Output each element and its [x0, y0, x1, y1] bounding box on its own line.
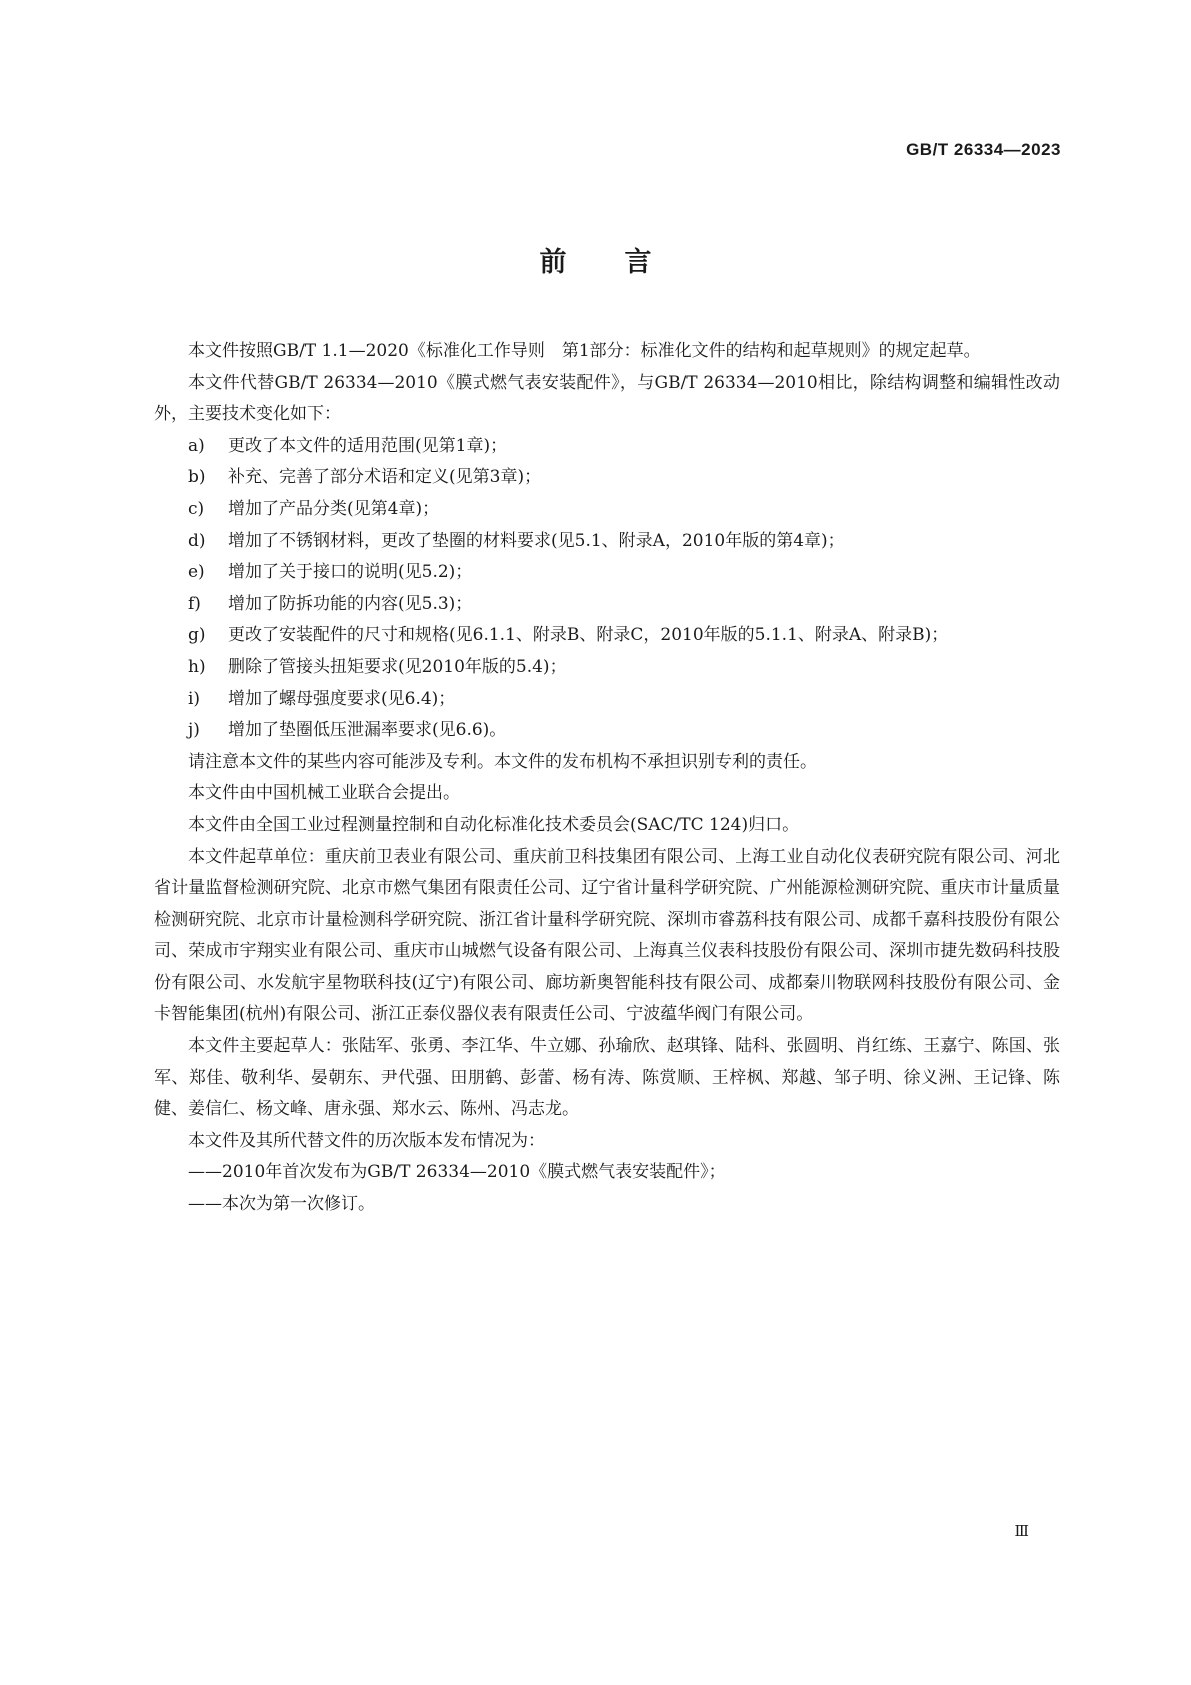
- list-item: [154, 684, 1060, 716]
- list-item-text: 更改了安装配件的尺寸和规格(见6.1.1、附录B、附录C，2010年版的5.1.1、附录A、附录B)；: [228, 625, 949, 646]
- list-item-mark: f): [188, 593, 201, 614]
- list-item: [154, 652, 1060, 684]
- paragraph-proposer: 本文件由中国机械工业联合会提出。: [188, 783, 460, 804]
- list-item: [154, 715, 1060, 747]
- paragraph-replacement: 本文件代替GB/T 26334—2010《膜式燃气表安装配件》，与GB/T 26334—2010相比，除结构调整和编辑性改动外，主要技术变化如下：: [154, 372, 1060, 425]
- paragraph-centralized: 本文件由全国工业过程测量控制和自动化标准化技术委员会(SAC/TC 124)归口。: [188, 814, 800, 835]
- list-item-mark: d): [188, 530, 206, 551]
- list-item-mark: j): [188, 720, 200, 741]
- list-item-text: 增加了防拆功能的内容(见5.3)；: [228, 593, 473, 614]
- list-item-mark: e): [188, 562, 205, 583]
- page-title: 前言: [539, 247, 710, 278]
- paragraph-drafting-rules: 本文件按照GB/T 1.1—2020《标准化工作导则 第1部分：标准化文件的结构和起草规则》的规定起草。: [188, 341, 981, 361]
- standard-code: GB/T 26334—2023: [906, 140, 1061, 159]
- paragraph-patent-notice: 请注意本文件的某些内容可能涉及专利。本文件的发布机构不承担识别专利的责任。: [188, 751, 817, 772]
- history-entry: ——2010年首次发布为GB/T 26334—2010《膜式燃气表安装配件》；: [188, 1162, 726, 1183]
- list-item-mark: b): [188, 467, 206, 488]
- list-item-mark: h): [188, 656, 206, 677]
- list-item-text: 增加了垫圈低压泄漏率要求(见6.6)。: [228, 720, 507, 741]
- list-item: [154, 620, 1060, 652]
- list-item-text: 增加了关于接口的说明(见5.2)；: [228, 562, 473, 583]
- paragraph-drafters: 本文件主要起草人：张陆军、张勇、李江华、牛立娜、孙瑜欣、赵琪锋、陆科、张圆明、肖红练、王嘉宁、陈国、张军、郑佳、敬利华、晏朝东、尹代强、田朋鹤、彭蕾、杨有涛、陈赏顺、王梓枫、郑越、邹子明、徐义洲、王记锋、陈健、姜信仁、杨文峰、唐永强、郑水云、陈州、冯志龙。: [154, 1036, 1060, 1120]
- changes-list: [154, 431, 1060, 747]
- list-item-text: 删除了管接头扭矩要求(见2010年版的5.4)；: [228, 656, 567, 677]
- page-number: Ⅲ: [1014, 1524, 1029, 1540]
- list-item-mark: g): [188, 625, 206, 646]
- list-item-text: 更改了本文件的适用范围(见第1章)；: [228, 435, 508, 456]
- list-item-mark: i): [188, 688, 201, 709]
- list-item-text: 增加了螺母强度要求(见6.4)；: [228, 688, 456, 709]
- list-item-mark: c): [188, 498, 205, 519]
- list-item-text: 补充、完善了部分术语和定义(见第3章)；: [228, 467, 542, 488]
- list-item-mark: a): [188, 435, 205, 456]
- paragraph-history-intro: 本文件及其所代替文件的历次版本发布情况为：: [188, 1130, 545, 1151]
- list-item: [154, 526, 1060, 558]
- list-item: [154, 431, 1060, 463]
- list-item: [154, 557, 1060, 589]
- paragraph-drafting-units: 本文件起草单位：重庆前卫表业有限公司、重庆前卫科技集团有限公司、上海工业自动化仪表研究院有限公司、河北省计量监督检测研究院、北京市燃气集团有限责任公司、辽宁省计量科学研究院、广州能源检测研究院、重庆市计量质量检测研究院、北京市计量检测科学研究院、浙江省计量科学研究院、深圳市睿荔科技有限公司、成都千嘉科技股份有限公司、荣成市宇翔实业有限公司、重庆市山城燃气设备有限公司、上海真兰仪表科技股份有限公司、深圳市捷先数码科技股份有限公司、水发航宇星物联科技(辽宁)有限公司、廊坊新奥智能科技有限公司、成都秦川物联网科技股份有限公司、金卡智能集团(杭州)有限公司、浙江正泰仪器仪表有限责任公司、宁波蕴华阀门有限公司。: [154, 846, 1060, 1025]
- history-entry: ——本次为第一次修订。: [188, 1194, 375, 1215]
- list-item-text: 增加了不锈钢材料，更改了垫圈的材料要求(见5.1、附录A，2010年版的第4章)；: [228, 530, 845, 551]
- preface-body: [154, 336, 1060, 1221]
- list-item: [154, 462, 1060, 494]
- list-item: [154, 494, 1060, 526]
- list-item-text: 增加了产品分类(见第4章)；: [228, 498, 440, 519]
- list-item: [154, 589, 1060, 621]
